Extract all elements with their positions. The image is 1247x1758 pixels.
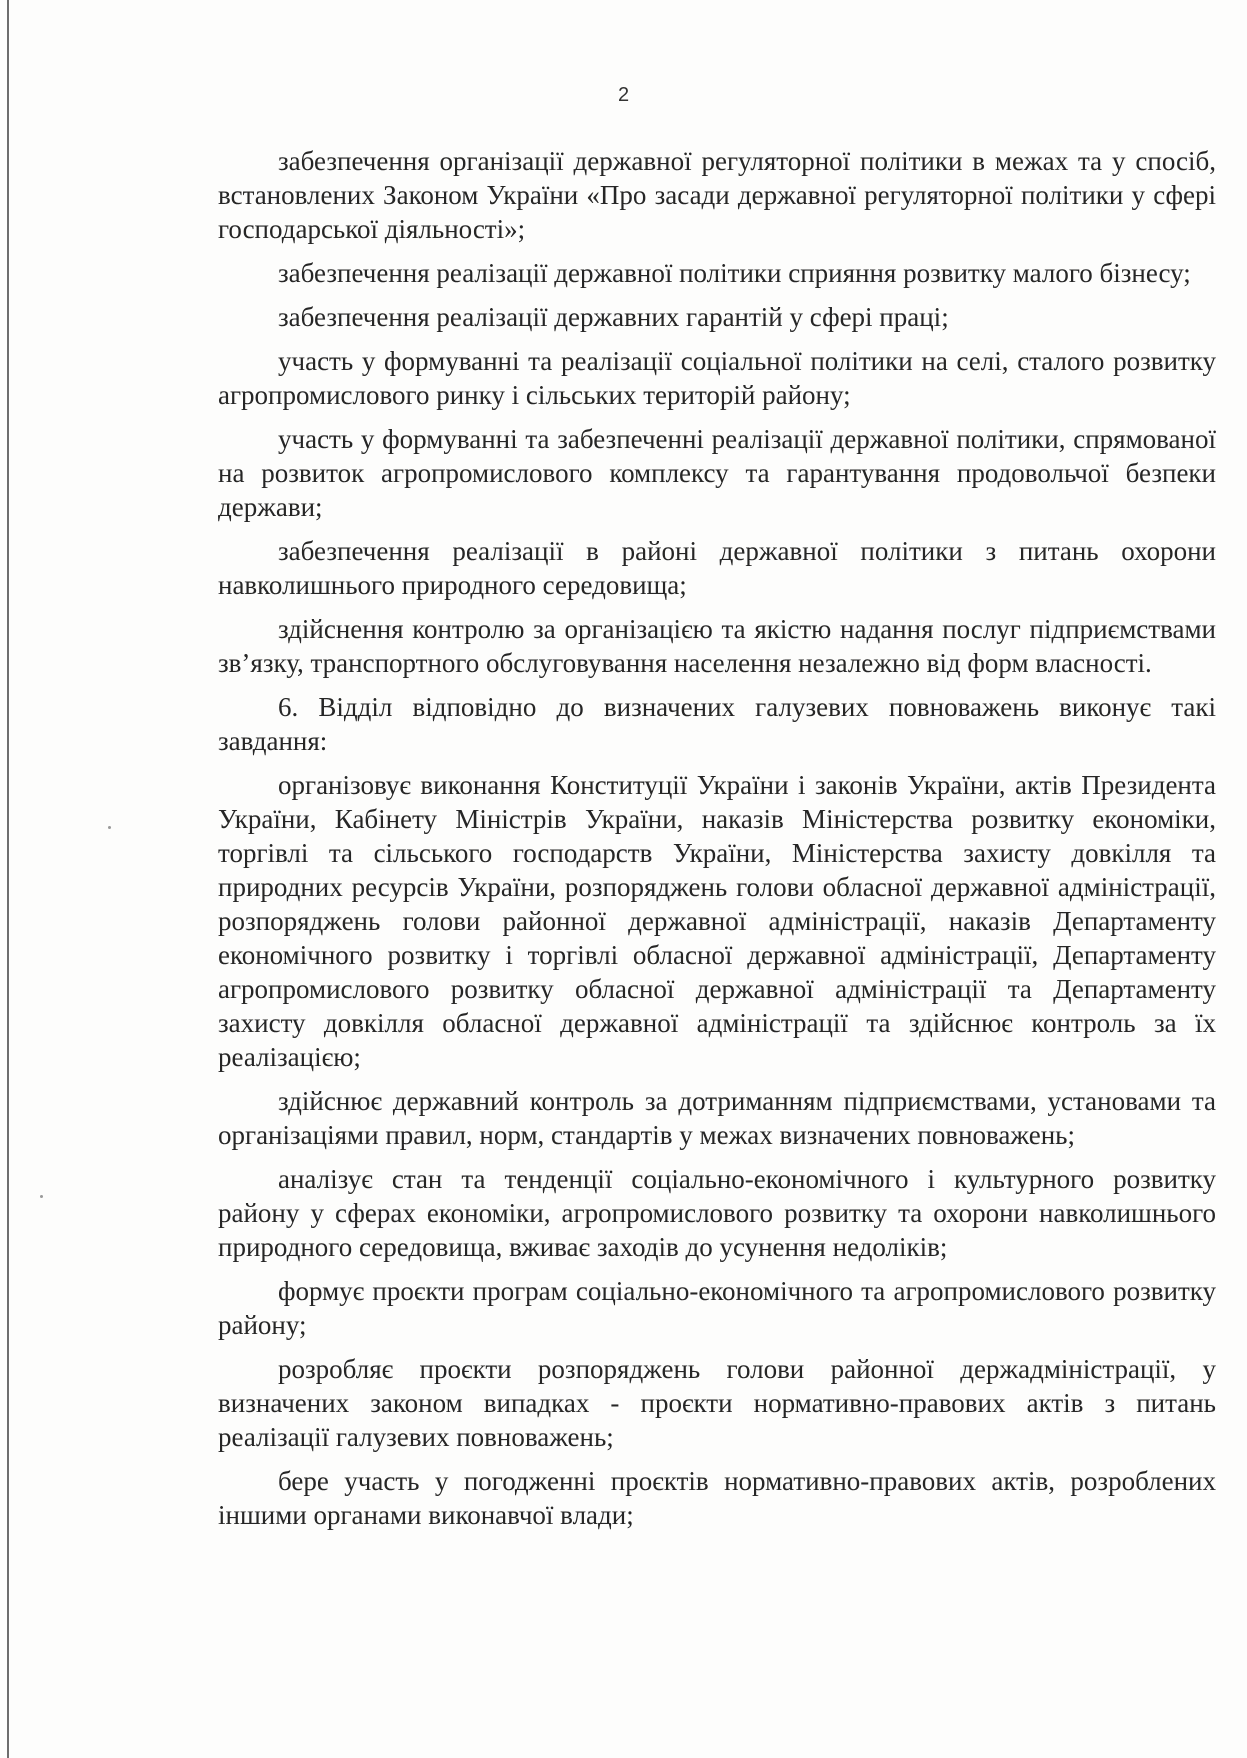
paragraph-regulatory-policy: забезпечення організації державної регуляторної політики в межах та у спосіб, встановлених Законом України «Про засади державної регуляторної політики у сфері господарської діяльності»; (218, 146, 1216, 244)
document-body (218, 144, 1216, 1542)
paragraph-section-6-heading: 6. Відділ відповідно до визначених галузевих повноважень виконує такі завдання: (218, 692, 1216, 756)
scan-speck (108, 826, 111, 829)
paragraph-rural-social-policy: участь у формуванні та реалізації соціальної політики на селі, сталого розвитку агропромислового ринку і сільських територій району; (218, 346, 1216, 410)
paragraph-organizes-execution: організовує виконання Конституції України і законів України, актів Президента України, Кабінету Міністрів України, наказів Міністерства розвитку економіки, торгівлі та сільського господарств України, Міністерства захисту довкілля та природних ресурсів України, розпоряджень голови обласної державної адміністрації, розпоряджень голови районної державної адміністрації, наказів Департаменту економічного розвитку і торгівлі обласної державної адміністрації, Департаменту агропромислового розвитку обласної державної адміністрації та Департаменту захисту довкілля обласної державної адміністрації та здійснює контроль за їх реалізацією; (218, 770, 1216, 1072)
paragraph-labor-guarantees: забезпечення реалізації державних гарантій у сфері праці; (278, 302, 949, 332)
paragraph-environment-protection: забезпечення реалізації в районі державної політики з питань охорони навколишнього природного середовища; (218, 536, 1216, 600)
scan-edge-line (7, 0, 9, 1758)
paragraph-draft-orders: розробляє проєкти розпоряджень голови районної держадміністрації, у визначених законом випадках - проєкти нормативно-правових актів з питань реалізації галузевих повноважень; (218, 1354, 1216, 1452)
paragraph-approval-participation: бере участь у погодженні проєктів нормативно-правових актів, розроблених іншими органами виконавчої влади; (218, 1466, 1216, 1530)
paragraph-communication-transport: здійснення контролю за організацією та якістю надання послуг підприємствами зв’язку, транспортного обслуговування населення незалежно від форм власності. (218, 614, 1216, 678)
paragraph-state-control: здійснює державний контроль за дотриманням підприємствами, установами та організаціями правил, норм, стандартів у межах визначених повноважень; (218, 1086, 1216, 1150)
paragraph-programs: формує проєкти програм соціально-економічного та агропромислового розвитку району; (218, 1276, 1216, 1340)
paragraph-analysis: аналізує стан та тенденції соціально-економічного і культурного розвитку району у сферах економіки, агропромислового розвитку та охорони навколишнього природного середовища, вживає заходів до усунення недоліків; (218, 1164, 1216, 1262)
scan-speck (40, 1195, 43, 1198)
page-number: 2 (617, 84, 630, 106)
paragraph-agro-complex: участь у формуванні та забезпеченні реалізації державної політики, спрямованої на розвиток агропромислового комплексу та гарантування продовольчої безпеки держави; (218, 424, 1216, 522)
paragraph-small-business: забезпечення реалізації державної політики сприяння розвитку малого бізнесу; (278, 258, 1191, 288)
